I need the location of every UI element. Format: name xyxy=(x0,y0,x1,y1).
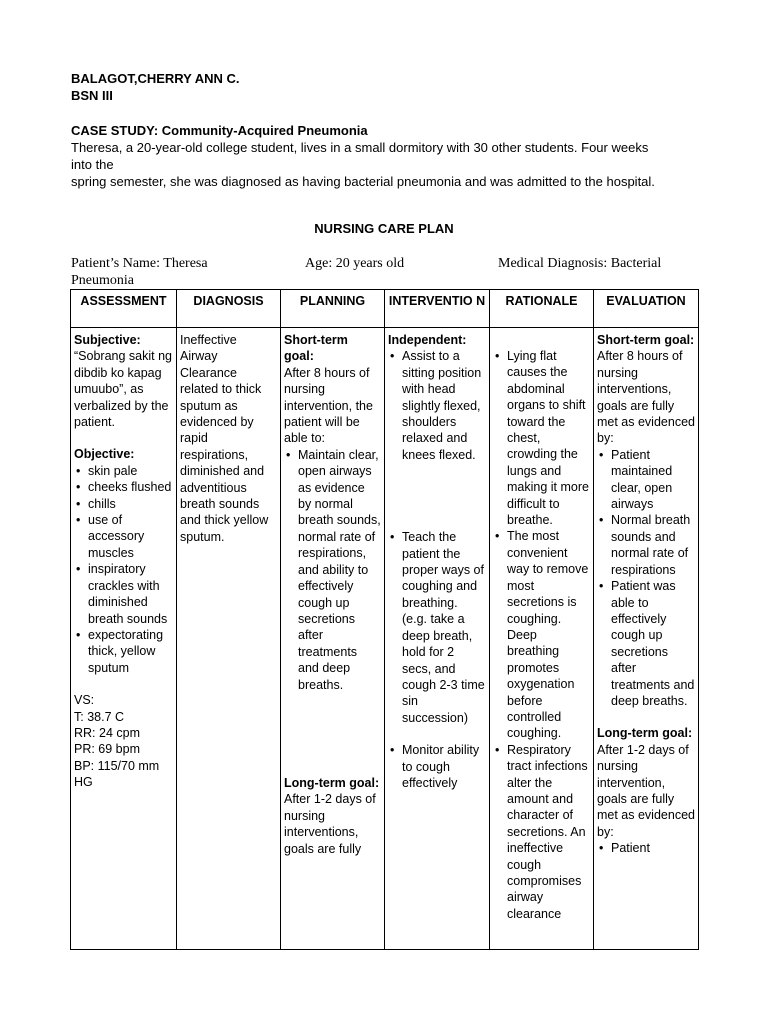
nursing-care-plan-table xyxy=(70,289,699,950)
list-item: • Lying flat causes the abdominal organs to shift toward the chest, crowding the lungs and making it more difficult to breathe. xyxy=(493,348,590,528)
patient-name: Patient’s Name: Theresa xyxy=(71,256,208,271)
diagnosis-cell xyxy=(177,328,281,950)
list-item: • Assist to a sitting position with head slightly flexed, shoulders relaxed and knees flexed. xyxy=(388,348,486,463)
vital-respiratory-rate: RR: 24 cpm xyxy=(74,725,140,740)
list-item: • inspiratory crackles with diminished breath sounds xyxy=(74,561,173,627)
list-item: • Normal breath sounds and normal rate of respirations xyxy=(597,512,695,578)
eval-long-term-label: Long-term goal: xyxy=(597,726,693,741)
plan-title: NURSING CARE PLAN xyxy=(314,221,454,236)
list-item: • chills xyxy=(74,496,173,512)
eval-long-term-text: After 1-2 days of nursing intervention, goals are fully met as evidenced by: xyxy=(597,742,695,839)
medical-diagnosis: Medical Diagnosis: Bacterial xyxy=(498,256,662,271)
description-line: into the xyxy=(71,157,114,172)
list-item: • Patient xyxy=(597,840,695,856)
diagnosis-continuation: Pneumonia xyxy=(71,273,134,288)
case-description xyxy=(71,139,701,190)
long-term-goal-label: Long-term goal: xyxy=(284,775,380,790)
independent-label: Independent: xyxy=(388,333,467,347)
objective-list xyxy=(74,463,173,676)
eval-short-term-label: Short-term goal: xyxy=(597,333,695,347)
table-header-row xyxy=(71,290,699,328)
case-study-title: CASE STUDY: Community-Acquired Pneumonia xyxy=(71,123,368,138)
planning-list xyxy=(284,447,381,693)
header-evaluation: EVALUATION xyxy=(594,290,699,328)
description-line: Theresa, a 20-year-old college student, lives in a small dormitory with 30 other students. Four weeks xyxy=(71,140,649,155)
long-term-goal-text: After 1-2 days of nursing interventions, goals are fully xyxy=(284,792,376,856)
list-item: • use of accessory muscles xyxy=(74,512,173,561)
eval-long-term-list xyxy=(597,840,695,856)
subjective-label: Subjective: xyxy=(74,333,141,347)
list-item: • Patient was able to effectively cough up secretions after treatments and deep breaths. xyxy=(597,578,695,709)
list-item: • Teach the patient the proper ways of coughing and breathing. (e.g. take a deep breath, hold for 2 secs, and cough 2-3 time sin succession) xyxy=(388,529,486,726)
patient-age: Age: 20 years old xyxy=(305,256,405,271)
intervention-list xyxy=(388,348,486,791)
vital-blood-pressure: BP: 115/70 mm HG xyxy=(74,758,160,790)
eval-short-term-text: After 8 hours of nursing interventions, goals are fully met as evidenced by: xyxy=(597,349,695,446)
eval-short-term-list xyxy=(597,447,695,710)
list-item: • Maintain clear, open airways as evidence by normal breath sounds, normal rate of respirations, and ability to effectively cough up secretions after treatments and deep breaths. xyxy=(284,447,381,693)
diagnosis-text: Ineffective Airway Clearance related to thick sputum as evidenced by rapid respirations, diminished and adventitious breath sounds and thick yellow sputum. xyxy=(180,333,269,544)
table-row xyxy=(71,328,699,950)
rationale-cell xyxy=(490,328,594,950)
list-item: • Respiratory tract infections alter the amount and character of secretions. An ineffective cough compromises airway clearance xyxy=(493,742,590,922)
student-name: BALAGOT,CHERRY ANN C. xyxy=(71,71,240,86)
header-assessment: ASSESSMENT xyxy=(71,290,177,328)
short-term-goal-text: After 8 hours of nursing intervention, the patient will be able to: xyxy=(284,365,373,446)
list-item: • cheeks flushed xyxy=(74,479,173,495)
assessment-cell xyxy=(71,328,177,950)
rationale-list xyxy=(493,348,590,922)
list-item: • expectorating thick, yellow sputum xyxy=(74,627,173,676)
header-diagnosis: DIAGNOSIS xyxy=(177,290,281,328)
intervention-cell xyxy=(385,328,490,950)
list-item: • Monitor ability to cough effectively xyxy=(388,742,486,791)
evaluation-cell xyxy=(594,328,699,950)
student-course: BSN III xyxy=(71,88,113,103)
planning-cell xyxy=(281,328,385,950)
header-rationale: RATIONALE xyxy=(490,290,594,328)
header-intervention: INTERVENTIO N xyxy=(385,290,490,328)
vital-temperature: T: 38.7 C xyxy=(74,709,125,724)
header-planning: PLANNING xyxy=(281,290,385,328)
vital-signs-label: VS: xyxy=(74,693,95,708)
vital-pulse-rate: PR: 69 bpm xyxy=(74,742,141,757)
list-item: • Patient maintained clear, open airways xyxy=(597,447,695,513)
list-item: • The most convenient way to remove most secretions is coughing. Deep breathing promotes oxygenation before controlled coughing. xyxy=(493,528,590,741)
objective-label: Objective: xyxy=(74,447,135,462)
short-term-goal-label: Short-term goal: xyxy=(284,333,348,364)
description-line: spring semester, she was diagnosed as having bacterial pneumonia and was admitted to the hospital. xyxy=(71,174,655,189)
list-item: • skin pale xyxy=(74,463,173,479)
subjective-text: “Sobrang sakit ng dibdib ko kapag umuubo”, as verbalized by the patient. xyxy=(74,349,172,430)
